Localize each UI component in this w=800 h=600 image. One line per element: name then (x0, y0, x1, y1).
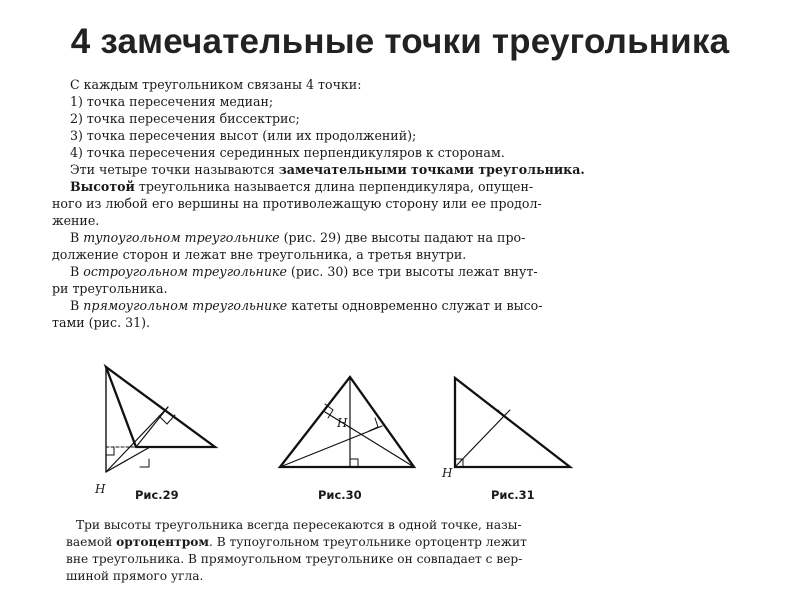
conclusion-line-3: вне треугольника. В прямоугольном треугольнике он совпадает с вер- (66, 552, 523, 566)
figure-29-obtuse-triangle (106, 367, 215, 472)
paragraph-text: ваемой (66, 535, 117, 549)
figure-31-right-triangle (455, 378, 570, 467)
paragraph-right-line-2: тами (рис. 31). (52, 315, 151, 330)
term-acute-triangle: остроугольном треугольнике (83, 264, 287, 279)
intro-line: С каждым треугольником связаны 4 точки: (70, 77, 362, 92)
figure-29-h-label: H (95, 482, 106, 496)
conclusion-line-2 (66, 534, 527, 550)
paragraph-text: . В тупоугольном треугольнике ортоцентр лежит (208, 535, 527, 549)
paragraph-text: Эти четыре точки называются (70, 162, 279, 177)
figure-29-caption: Рис.29 (135, 488, 179, 502)
paragraph-text: катеты одновременно служат и высо- (287, 298, 543, 313)
conclusion-line-4: шиной прямого угла. (66, 569, 204, 583)
figure-30-h-label: H (337, 416, 348, 430)
paragraph-text: (рис. 29) две высоты падают на про- (279, 230, 526, 245)
figure-31-h-label: H (442, 466, 453, 480)
paragraph-text: В (70, 298, 84, 313)
paragraph-obtuse-line-2: должение сторон и лежат вне треугольника, а третья внутри. (52, 247, 467, 262)
term-obtuse-triangle: тупоугольном треугольнике (83, 230, 280, 245)
term-orthocenter: ортоцентром (116, 535, 209, 549)
figure-30-caption: Рис.30 (318, 488, 362, 502)
list-item-4: 4) точка пересечения серединных перпендикуляров к сторонам. (70, 145, 505, 160)
list-item-3: 3) точка пересечения высот (или их продолжений); (70, 128, 417, 143)
conclusion-line-1: Три высоты треугольника всегда пересекаются в одной точке, назы- (76, 518, 522, 532)
paragraph-acute-line-2: ри треугольника. (52, 281, 168, 296)
list-item-1: 1) точка пересечения медиан; (70, 94, 274, 109)
paragraph-altitude-line-2: ного из любой его вершины на противолежащую сторону или ее продол- (52, 196, 542, 211)
paragraph-text: В (70, 230, 84, 245)
figure-31-caption: Рис.31 (491, 488, 535, 502)
term-altitude: Высотой (70, 179, 135, 194)
term-remarkable-points: замечательными точками треугольника. (278, 162, 585, 177)
paragraph-text: (рис. 30) все три высоты лежат внут- (286, 264, 538, 279)
term-right-triangle: прямоугольном треугольнике (83, 298, 288, 313)
list-item-2: 2) точка пересечения биссектрис; (70, 111, 300, 126)
paragraph-text: В (70, 264, 84, 279)
paragraph-text: треугольника называется длина перпендикуляра, опущен- (134, 179, 534, 194)
page-title: 4 замечательные точки треугольника (70, 22, 730, 61)
paragraph-altitude-line-3: жение. (52, 213, 100, 228)
